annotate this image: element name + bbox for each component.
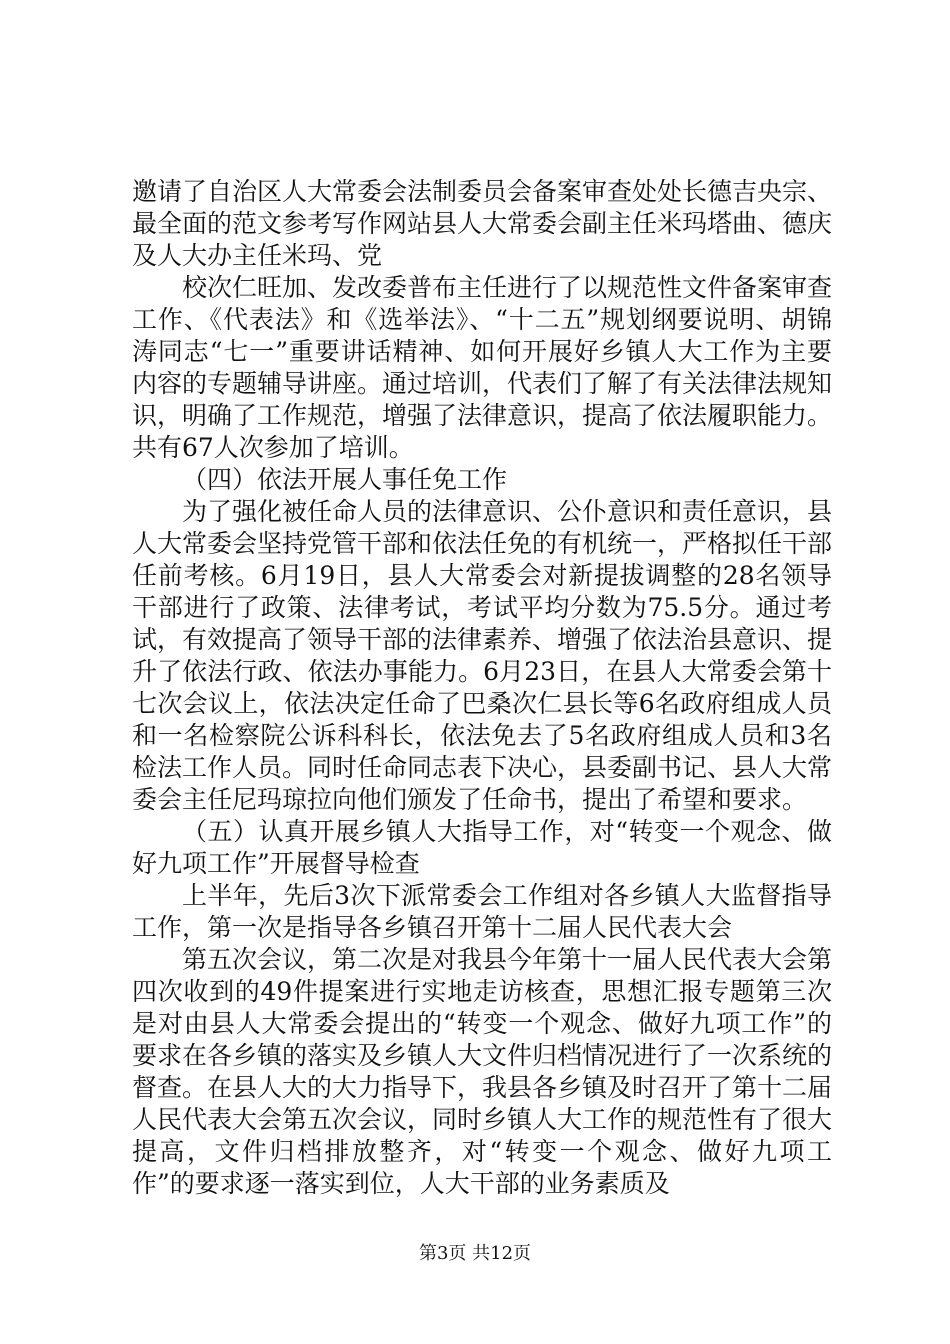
document-body bbox=[132, 176, 832, 1200]
paragraph-5: 第五次会议，第二次是对我县今年第十一届人民代表大会第四次收到的49件提案进行实地走访核查，思想汇报专题第三次是对由县人大常委会提出的“转变一个观念、做好九项工作”的要求在各乡镇的落实及乡镇人大文件归档情况进行了一次系统的督查。在县人大的大力指导下，我县各乡镇及时召开了第十二届人民代表大会第五次会议，同时乡镇人大工作的规范性有了很大提高，文件归档排放整齐，对“转变一个观念、做好九项工作”的要求逐一落实到位，人大干部的业务素质及 bbox=[132, 945, 833, 1198]
section-heading-5: （五）认真开展乡镇人大指导工作，对“转变一个观念、做好九项工作”开展督导检查 bbox=[132, 817, 832, 878]
paragraph-3: 为了强化被任命人员的法律意识、公仆意识和责任意识，县人大常委会坚持党管干部和依法任免的有机统一，严格拟任干部任前考核。6月19日，县人大常委会对新提拔调整的28名领导干部进行了政策、法律考试，考试平均分数为75.5分。通过考试，有效提高了领导干部的法律素养、增强了依法治县意识、提升了依法行政、依法办事能力。6月23日，在县人大常委会第十七次会议上，依法决定任命了巴桑次仁县长等6名政府组成人员和一名检察院公诉科科长，依法免去了5名政府组成人员和3名检法工作人员。同时任命同志表下决心，县委副书记、县人大常委会主任尼玛琼拉向他们颁发了任命书，提出了希望和要求。 bbox=[132, 497, 833, 814]
paragraph-4: 上半年，先后3次下派常委会工作组对各乡镇人大监督指导工作，第一次是指导各乡镇召开第十二届人民代表大会 bbox=[132, 881, 832, 942]
paragraph-1: 邀请了自治区人大常委会法制委员会备案审查处处长德吉央宗、最全面的范文参考写作网站县人大常委会副主任米玛塔曲、德庆及人大办主任米玛、党 bbox=[132, 177, 833, 270]
page-footer bbox=[0, 1242, 950, 1266]
section-heading-4: （四）依法开展人事任免工作 bbox=[182, 465, 508, 494]
paragraph-2: 校次仁旺加、发改委普布主任进行了以规范性文件备案审查工作、《代表法》和《选举法》、“十二五”规划纲要说明、胡锦涛同志“七一”重要讲话精神、如何开展好乡镇人大工作为主要内容的专题辅导讲座。通过培训，代表们了解了有关法律法规知识，明确了工作规范，增强了法律意识，提高了依法履职能力。共有67人次参加了培训。 bbox=[132, 273, 833, 462]
page-number: 第3页 共12页 bbox=[418, 1243, 532, 1264]
